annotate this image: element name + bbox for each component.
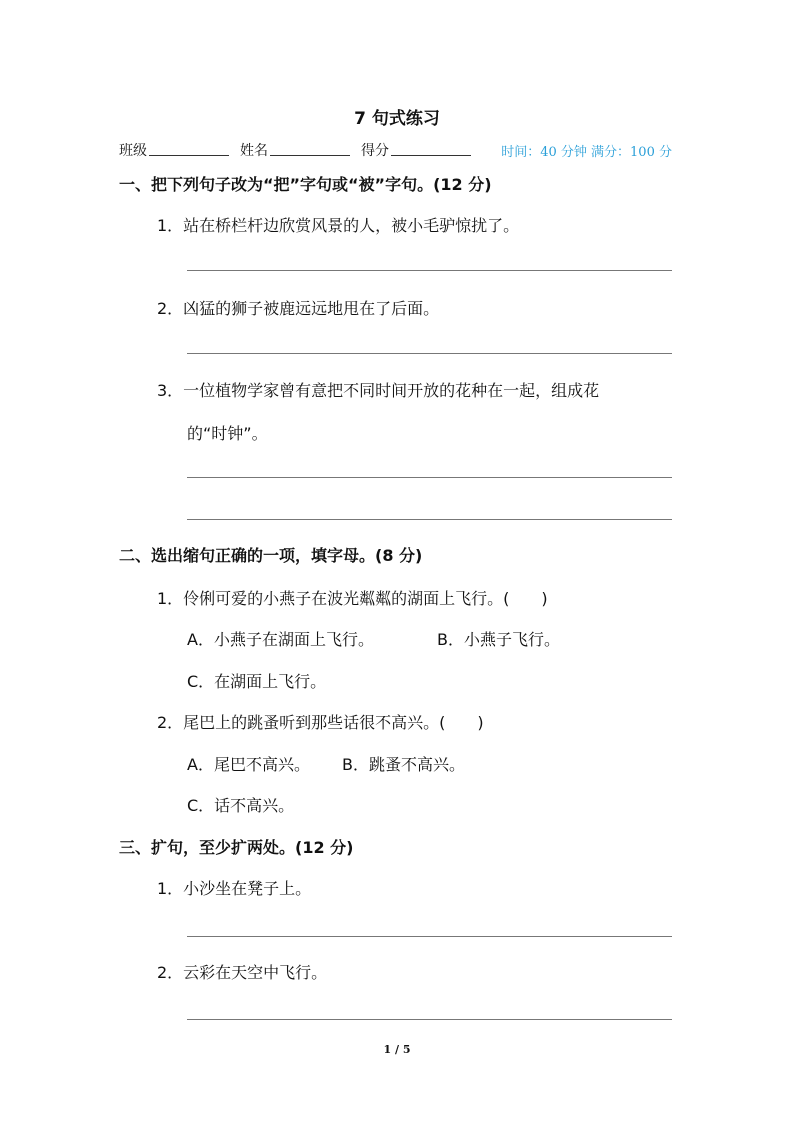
s1-question-2: 2．凶猛的狮子被鹿远远地甩在了后面。: [157, 299, 440, 318]
name-blank[interactable]: [270, 142, 350, 156]
s3-question-1: 1．小沙坐在凳子上。: [157, 879, 312, 898]
s2-q1-option-a: A．小燕子在湖面上飞行。: [187, 630, 374, 649]
class-blank[interactable]: [149, 142, 229, 156]
s2-q2-option-b: B．跳蚤不高兴。: [342, 755, 465, 774]
page-title: 7 句式练习: [354, 109, 440, 129]
s3-question-2: 2．云彩在天空中飞行。: [157, 963, 328, 982]
score-field: [361, 140, 471, 160]
s1-question-3: 3．一位植物学家曾有意把不同时间开放的花种在一起，组成花: [157, 381, 600, 400]
section-1-heading: 一、把下列句子改为“把”字句或“被”字句。(12 分): [119, 175, 492, 194]
s2-q2-option-a: A．尾巴不高兴。: [187, 755, 310, 774]
s1-question-1: 1．站在桥栏杆边欣赏风景的人，被小毛驴惊扰了。: [157, 216, 520, 235]
section-3-heading: 三、扩句，至少扩两处。(12 分): [119, 838, 354, 857]
s3-q1-answer-line[interactable]: [187, 936, 672, 937]
section-2-heading: 二、选出缩句正确的一项，填字母。(8 分): [119, 546, 423, 565]
s2-q2-option-c: C．话不高兴。: [187, 796, 295, 815]
s1-q2-answer-line[interactable]: [187, 353, 672, 354]
score-label: 得分: [361, 143, 389, 159]
class-field: [119, 140, 229, 160]
score-blank[interactable]: [391, 142, 471, 156]
class-label: 班级: [119, 143, 147, 159]
s2-question-2: 2．尾巴上的跳蚤听到那些话很不高兴。( ): [157, 713, 484, 732]
s2-q1-option-c: C．在湖面上飞行。: [187, 672, 327, 691]
name-label: 姓名: [240, 143, 268, 159]
s1-q1-answer-line[interactable]: [187, 270, 672, 271]
s1-q3-answer-line-2[interactable]: [187, 519, 672, 520]
time-score-info: 时间：40 分钟 满分：100 分: [501, 145, 672, 160]
s3-q2-answer-line[interactable]: [187, 1019, 672, 1020]
s2-q1-option-b: B．小燕子飞行。: [437, 630, 560, 649]
page-number: 1 / 5: [383, 1043, 411, 1056]
name-field: [240, 140, 350, 160]
s1-q3-answer-line-1[interactable]: [187, 477, 672, 478]
s2-question-1: 1．伶俐可爱的小燕子在波光粼粼的湖面上飞行。( ): [157, 589, 548, 608]
s1-question-3-cont: 的“时钟”。: [187, 424, 268, 443]
